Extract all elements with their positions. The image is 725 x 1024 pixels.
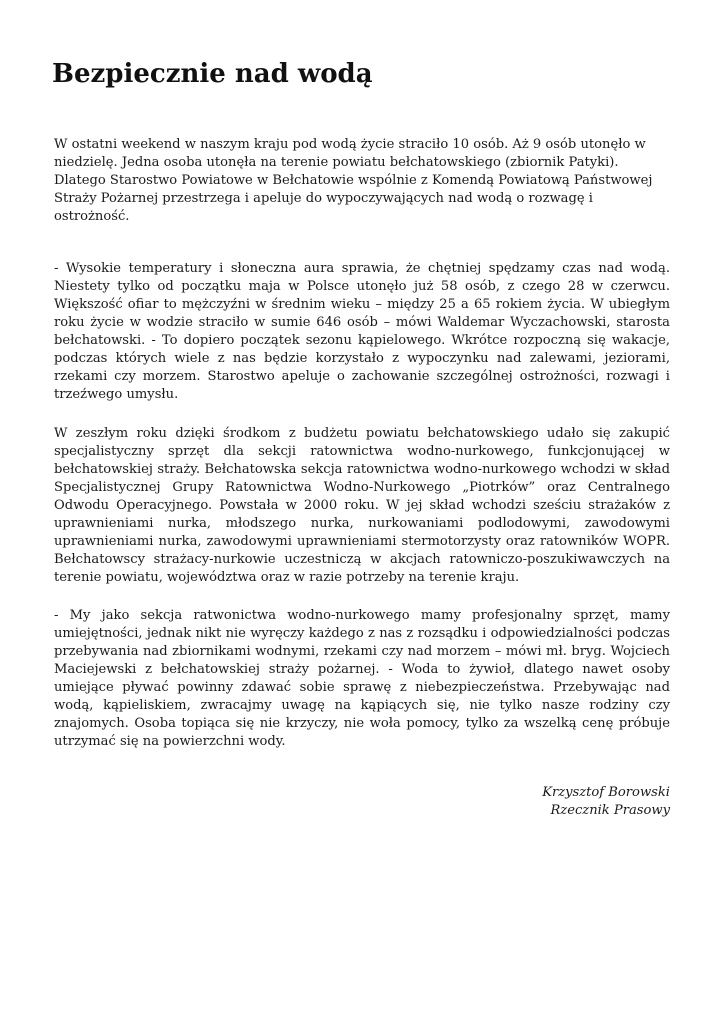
paragraph-intro: W ostatni weekend w naszym kraju pod wodą życie straciło 10 osób. Aż 9 osób utonęło w niedzielę. Jedna osoba utonęła na terenie powiatu bełchatowskiego (zbiornik Patyki). Dlatego Starostwo Powiatowe w Bełchatowie wspólnie z Komendą Powiatową Państwowej Straży Pożarnej przestrzega i apeluje do wypoczywających nad wodą o rozwagę i ostrożność. <box>54 137 653 224</box>
signature-role: Rzecznik Prasowy <box>550 803 670 818</box>
paragraph-rescue-section: W zeszłym roku dzięki środkom z budżetu powiatu bełchatowskiego udało się zakupić specjalistyczny sprzęt dla sekcji ratownictwa wodno-nurkowego, funkcjonującej w bełchatowskiej straży. Bełchatowska sekcja ratownictwa wodno-nurkowego wchodzi w skład Specjalistycznej Grupy Ratownictwa Wodno-Nurkowego „Piotrków” oraz Centralnego Odwodu Operacyjnego. Powstała w 2000 roku. W jej skład wchodzi sześciu strażaków z uprawnieniami nurka, młodszego nurka, nurkowaniami podlodowymi, zawodowymi uprawnieniami nurka, zawodowymi uprawnieniami stermotorzysty oraz ratowników WOPR. Bełchatowscy strażacy-nurkowie uczestniczą w akcjach ratowniczo-poszukiwawczych na terenie powiatu, województwa oraz w razie potrzeby na terenie kraju. <box>54 426 670 585</box>
signature-name: Krzysztof Borowski <box>542 785 670 800</box>
paragraph-firefighter-quote: - My jako sekcja ratwonictwa wodno-nurkowego mamy profesjonalny sprzęt, mamy umiejętności, jednak nikt nie wyręczy każdego z nas z rozsądku i odpowiedzialności podczas przebywania nad zbiornikami wodnymi, rzekami czy nad morzem – mówi mł. bryg. Wojciech Maciejewski z bełchatowskiej straży pożarnej. - Woda to żywioł, dlatego nawet osoby umiejące pływać powinny zdawać sobie sprawę z niebezpieczeństwa. Przebywając nad wodą, kąpieliskiem, zwracajmy uwagę na kąpiących się, nie tylko nasze rodziny czy znajomych. Osoba topiąca się nie krzyczy, nie woła pomocy, tylko za wszelką cenę próbuje utrzymać się na powierzchni wody. <box>54 608 670 749</box>
paragraph-starosta-quote: - Wysokie temperatury i słoneczna aura sprawia, że chętniej spędzamy czas nad wodą. Niestety tylko od początku maja w Polsce utonęło już 58 osób, z czego 28 w czerwcu. Większość ofiar to mężczyźni w średnim wieku – między 25 a 65 rokiem życia. W ubiegłym roku życie w wodzie straciło w sumie 646 osób – mówi Waldemar Wyczachowski, starosta bełchatowski. - To dopiero początek sezonu kąpielowego. Wkrótce rozpoczną się wakacje, podczas których wiele z nas będzie korzystało z wypoczynku nad zalewami, jeziorami, rzekami czy morzem. Starostwo apeluje o zachowanie szczególnej ostrożności, rozwagi i trzeźwego umysłu. <box>54 261 670 402</box>
signature-block <box>54 784 670 820</box>
article-title: Bezpiecznie nad wodą <box>52 59 373 89</box>
article-body <box>54 136 670 820</box>
